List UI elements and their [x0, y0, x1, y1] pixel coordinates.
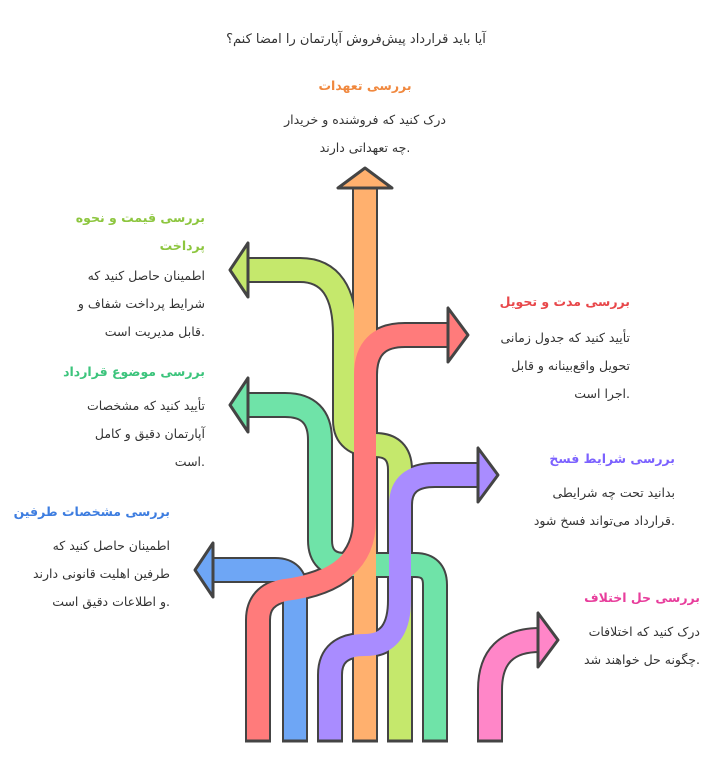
item-obligations [265, 72, 465, 162]
item-desc-line: .چگونه حل خواهند شد [584, 652, 700, 667]
item-desc-line: درک کنید که فروشنده و خریدار [284, 112, 446, 127]
item-title: بررسی مدت و تحویل [499, 294, 630, 309]
item-desc-line: بدانید تحت چه شرایطی [552, 485, 675, 500]
item-desc-line: درک کنید که اختلافات [588, 624, 700, 639]
item-termination [490, 445, 675, 535]
item-desc-line: تأیید کنید که جدول زمانی [500, 330, 630, 345]
item-desc-line: .است [174, 454, 205, 469]
item-title: بررسی تعهدات [318, 78, 412, 93]
item-contract-subject [30, 358, 205, 476]
item-desc-line: اطمینان حاصل کنید که [52, 538, 170, 553]
item-desc-line: شرایط پرداخت شفاف و [77, 296, 205, 311]
item-duration-delivery [460, 288, 630, 408]
item-desc-line: .قابل مدیریت است [104, 324, 205, 339]
item-desc-line: .چه تعهداتی دارند [319, 140, 411, 155]
item-desc-line: .اجرا است [574, 386, 630, 401]
item-title: بررسی موضوع قرارداد [63, 364, 205, 379]
item-dispute-resolution [555, 584, 700, 674]
item-desc-line: طرفین اهلیت قانونی دارند [32, 566, 170, 581]
item-desc-line: .و اطلاعات دقیق است [52, 594, 170, 609]
item-parties [8, 498, 170, 616]
item-desc-line: آپارتمان دقیق و کامل [94, 426, 205, 441]
item-desc-line: تأیید کنید که مشخصات [86, 398, 205, 413]
item-title: بررسی حل اختلاف [584, 590, 700, 605]
item-desc-line: اطمینان حاصل کنید که [87, 268, 205, 283]
item-title: پرداخت [159, 238, 205, 253]
item-title: بررسی مشخصات طرفین [13, 504, 170, 519]
item-desc-line: .قرارداد می‌تواند فسخ شود [533, 513, 675, 528]
diagram-title: آیا باید قرارداد پیش‌فروش آپارتمان را امضا کنم؟ [226, 32, 486, 47]
item-title: بررسی شرایط فسخ [549, 451, 675, 466]
item-title: بررسی قیمت و نحوه [75, 210, 205, 225]
item-desc-line: تحویل واقع‌بینانه و قابل [511, 358, 630, 373]
item-price-payment [60, 204, 205, 346]
